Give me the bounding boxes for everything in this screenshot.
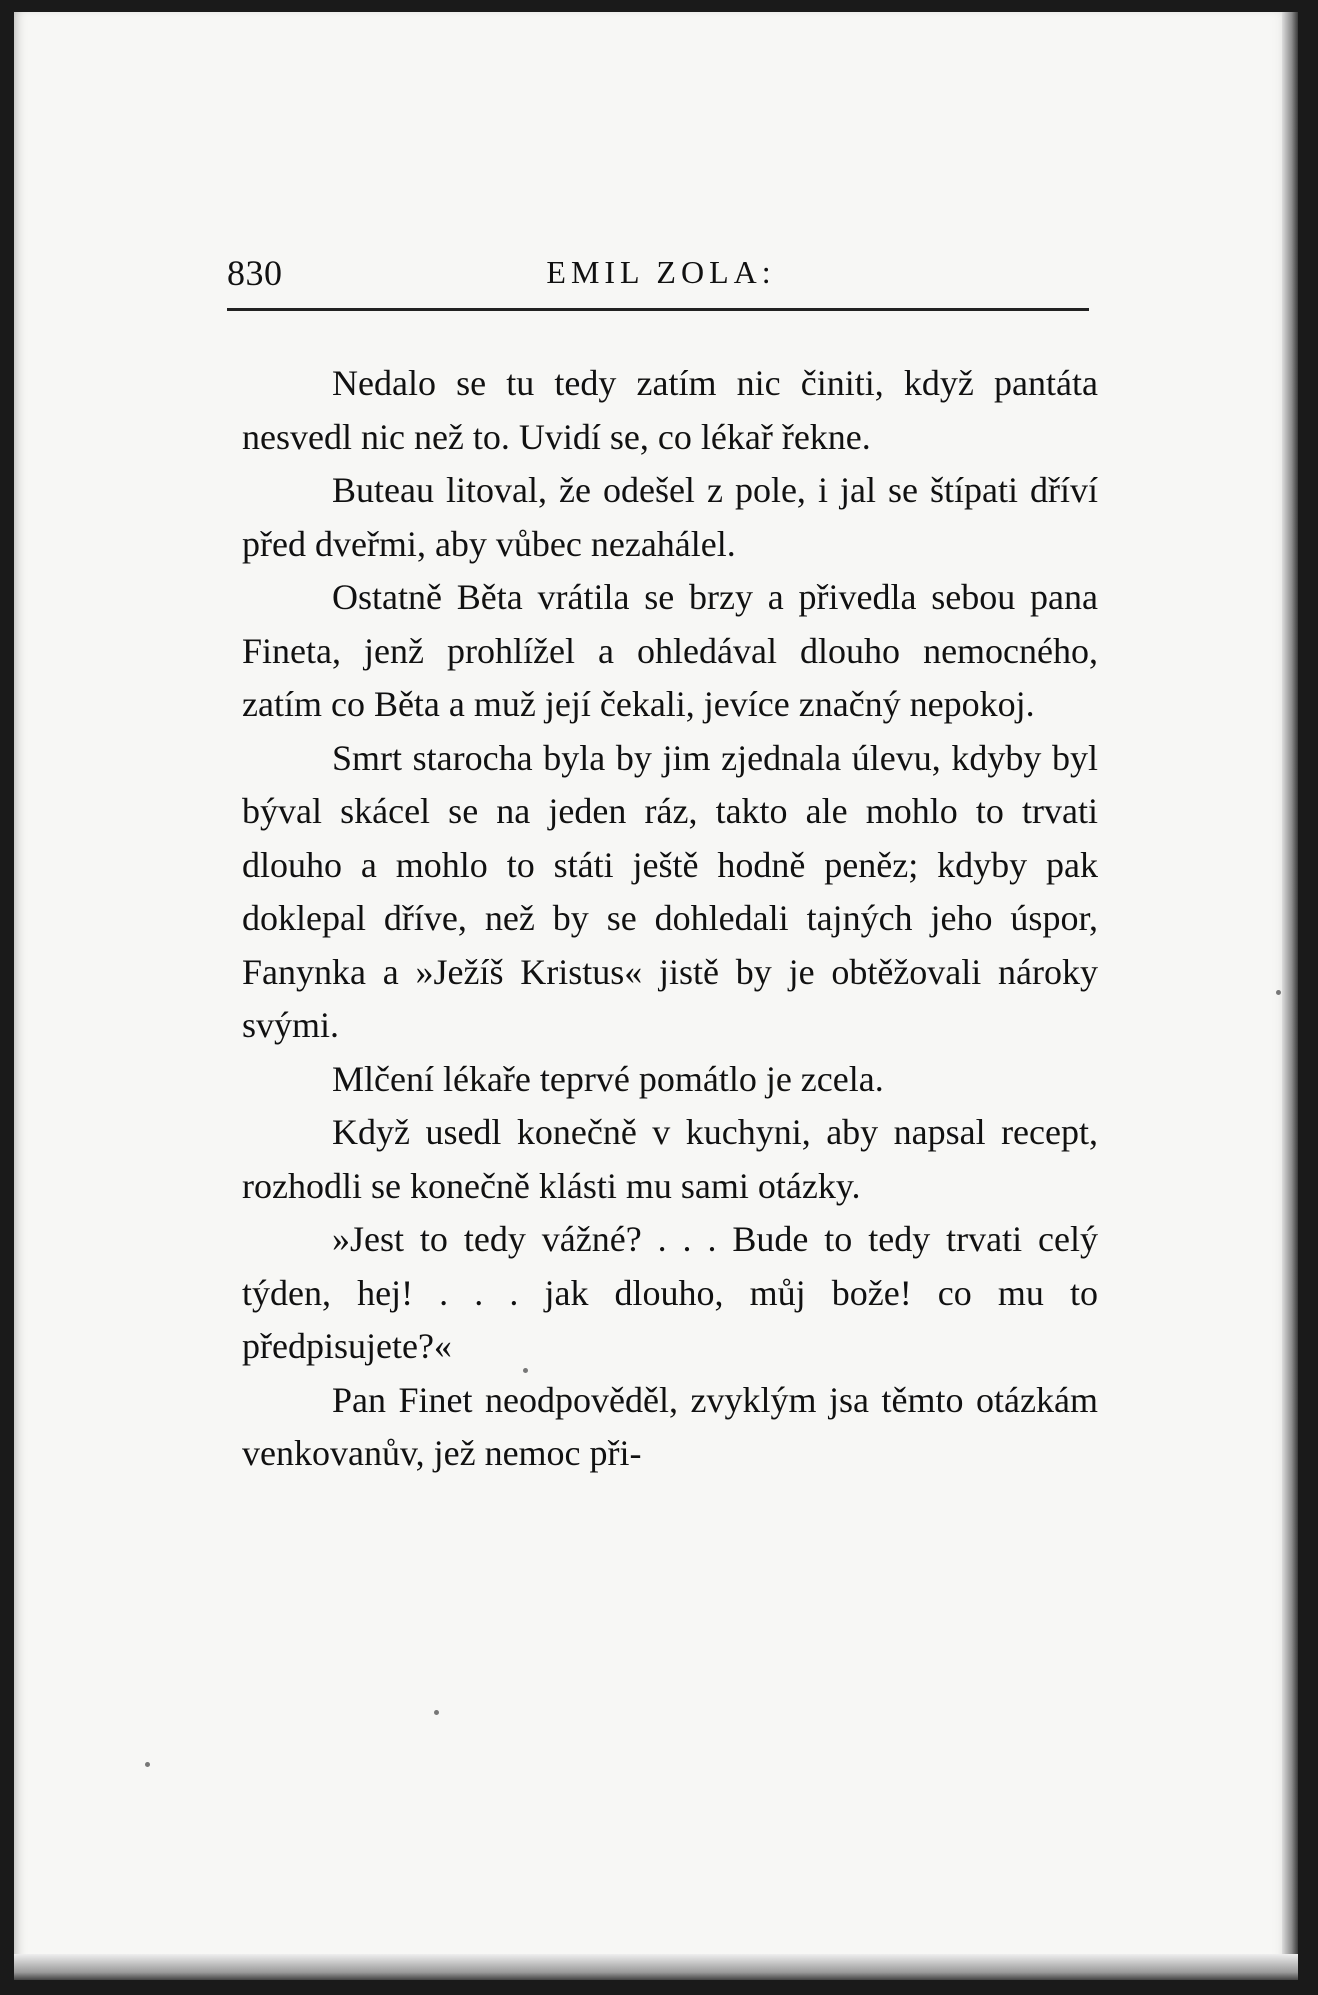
body-text [242,357,1098,1481]
print-speck [523,1368,528,1373]
paragraph: Nedalo se tu tedy zatím nic činiti, když pantáta nesvedl nic než to. Uvidí se, co lékař řekne. [242,363,1098,457]
page-edge-shadow [1282,12,1298,1980]
page-header [227,252,1095,302]
print-speck [145,1762,150,1767]
page-bottom-edge [14,1954,1298,1980]
paragraph: Když usedl konečně v kuchyni, aby napsal recept, rozhodli se konečně klásti mu sami otázky. [242,1112,1098,1206]
print-speck [434,1710,439,1715]
paragraph: Mlčení lékaře teprvé pomátlo je zcela. [332,1058,884,1099]
paragraph: Smrt starocha byla by jim zjednala úlevu, kdyby byl býval skácel se na jeden ráz, takto ale mohlo to trvati dlouho a mohlo to státi ještě hodně peněz; kdyby pak doklepal dříve, než by se dohledali tajných jeho úspor, Fanynka a »Ježíš Kristus« jistě by je obtěžovali nároky svými. [242,737,1098,1045]
running-title: EMIL ZOLA: [546,254,776,290]
paragraph: Pan Finet neodpověděl, zvyklým jsa těmto otázkám venkovanův, jež nemoc při- [242,1379,1098,1473]
print-speck [1276,990,1281,995]
header-rule [227,308,1089,311]
page-number: 830 [227,253,283,293]
book-page [14,12,1298,1980]
paragraph: Ostatně Běta vrátila se brzy a přivedla sebou pana Fineta, jenž prohlížel a ohledával dlouho nemocného, zatím co Běta a muž její čekali, jevíce značný nepokoj. [242,577,1098,724]
paragraph: »Jest to tedy vážné? . . . Bude to tedy trvati celý týden, hej! . . . jak dlouho, můj bože! co mu to předpisujete?« [242,1219,1098,1366]
paragraph: Buteau litoval, že odešel z pole, i jal se štípati dříví před dveřmi, aby vůbec nezahálel. [242,470,1098,564]
